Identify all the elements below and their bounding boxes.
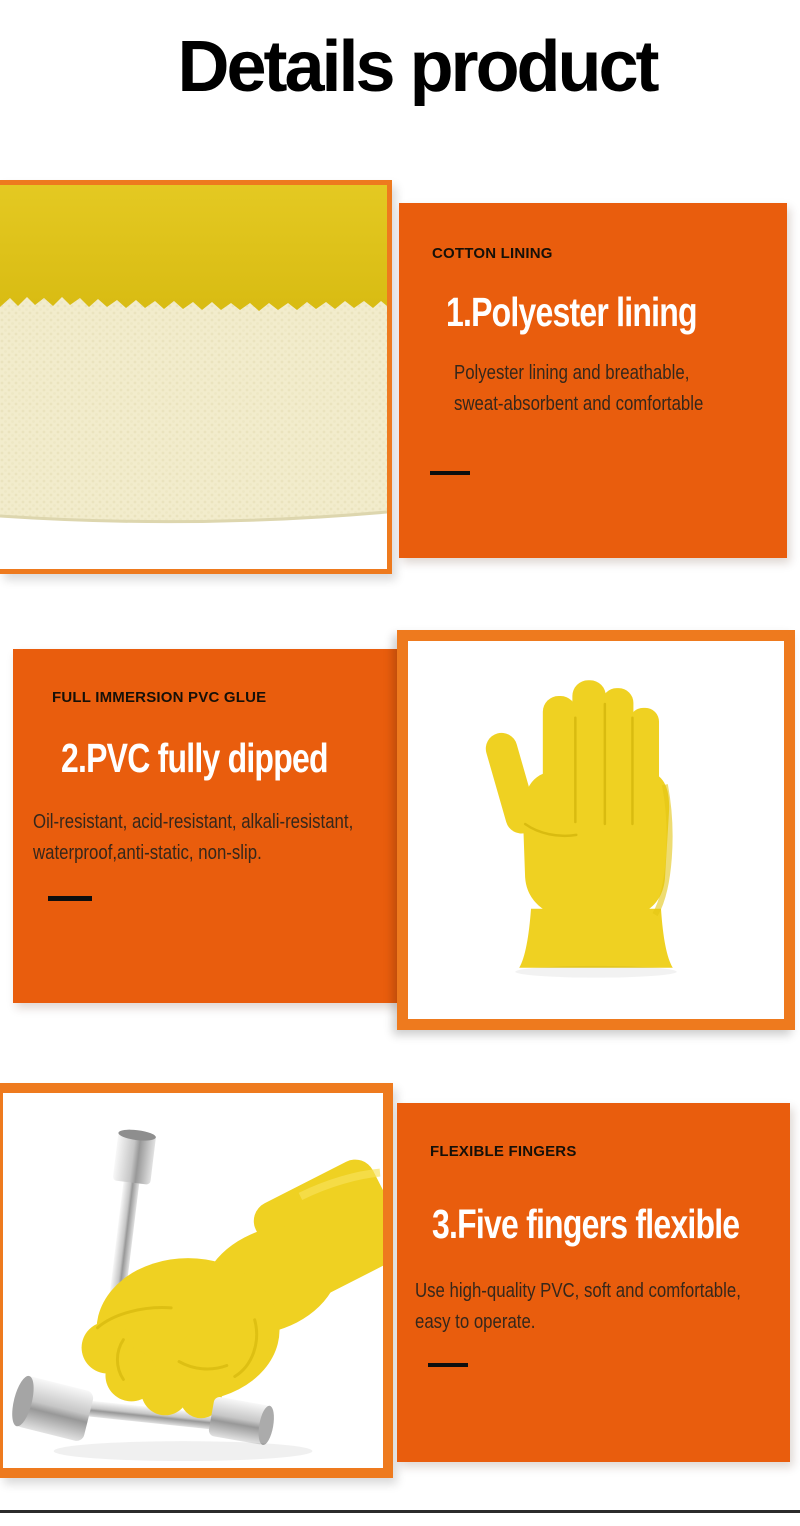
yellow-glove-photo — [468, 671, 724, 983]
feature-description-line: Polyester lining and breathable, — [454, 362, 690, 384]
page-title: Details product — [177, 27, 657, 107]
feature-label: COTTON LINING — [432, 245, 553, 262]
feature-description — [415, 1276, 741, 1338]
feature-description-line: easy to operate. — [415, 1311, 536, 1333]
product-photo-frame-lining — [0, 180, 392, 574]
feature-card-pvc-dipped — [13, 649, 398, 1003]
divider-dash — [430, 471, 470, 475]
feature-label: FULL IMMERSION PVC GLUE — [52, 689, 267, 706]
feature-description-line: Use high-quality PVC, soft and comfortable, — [415, 1280, 741, 1302]
feature-card-polyester-lining — [399, 203, 787, 558]
feature-card-flexible-fingers — [397, 1103, 790, 1462]
feature-description — [33, 807, 353, 869]
fabric-lining-photo — [0, 185, 387, 569]
divider-dash — [48, 896, 92, 901]
feature-description-line: Oil-resistant, acid-resistant, alkali-resistant, — [33, 811, 354, 833]
divider-dash — [428, 1363, 468, 1367]
feature-description-line: sweat-absorbent and comfortable — [454, 393, 704, 415]
feature-heading: 2.PVC fully dipped — [61, 735, 328, 781]
feature-description — [454, 358, 703, 420]
feature-heading: 1.Polyester lining — [446, 289, 697, 335]
product-photo-frame-grip — [0, 1083, 393, 1478]
feature-heading: 3.Five fingers flexible — [432, 1201, 740, 1247]
feature-description-line: waterproof,anti-static, non-slip. — [33, 842, 262, 864]
product-photo-frame-glove — [397, 630, 795, 1030]
bottom-divider-line — [0, 1510, 800, 1513]
glove-gripping-wrench-photo — [3, 1093, 383, 1466]
feature-label: FLEXIBLE FINGERS — [430, 1143, 577, 1160]
